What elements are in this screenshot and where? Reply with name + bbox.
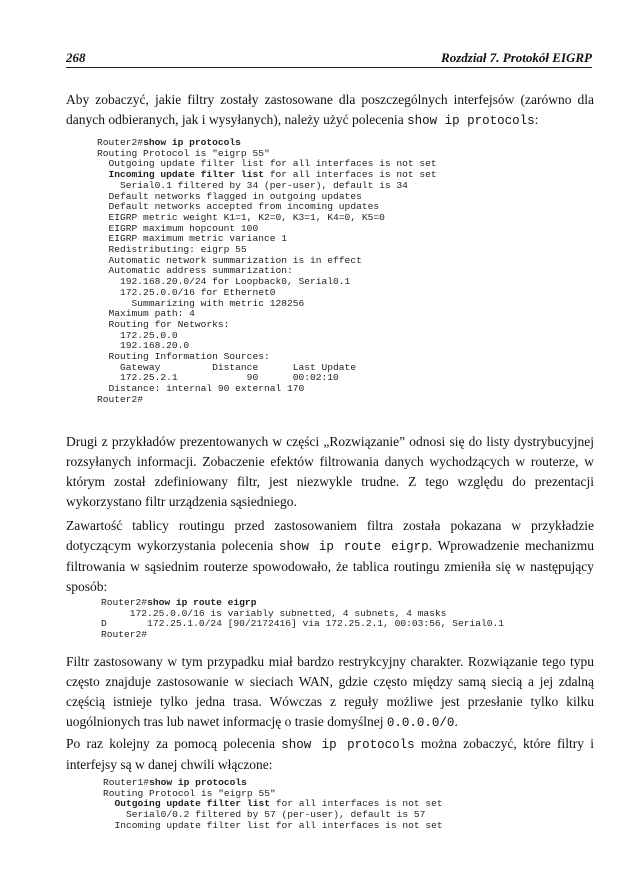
code-bold-text: show ip protocols (143, 137, 241, 148)
paragraph-text: można zobaczyć, które filtry i interfejsy są w danej chwili włączone: (66, 736, 594, 772)
code-text: Serial0.1 filtered by 34 (per-user), default is 34 (97, 179, 408, 191)
code-text: Maximum path: 4 (97, 308, 195, 320)
inline-command: show ip protocols (407, 114, 535, 128)
code-text: Router2# (101, 597, 148, 608)
code-text: D 172.25.1.0/24 [90/2172416] via 172.25.2.1, 00:03:56, Serial0.1 (101, 618, 505, 630)
code-text: Routing for Networks: (97, 318, 230, 330)
code-text (97, 169, 109, 180)
code-bold-text: show ip route eigrp (147, 597, 257, 608)
code-line (97, 384, 437, 395)
inline-command: show ip protocols (281, 738, 415, 752)
paragraph-distribute-list: Drugi z przykładów prezentowanych w części „Rozwiązanie” odnosi się do listy dystrybucyjnej rozsyłanych informacji. Zobaczenie efektów filtrowania danych wychodzących w routerze, w którym został zdefiniowany filtr, jest niezwykle trudne. Z tego względu do prezentacji wykorzystano filtr urządzenia sąsiedniego. (66, 434, 594, 509)
chapter-title: Rozdział 7. Protokół EIGRP (441, 50, 592, 65)
code-text: EIGRP maximum hopcount 100 (97, 222, 259, 234)
code-bold-text: show ip protocols (149, 777, 247, 788)
code-text: Routing Protocol is "eigrp 55" (103, 787, 276, 799)
code-text: Router2# (101, 629, 148, 641)
code-listing-router1-protocols (103, 778, 443, 832)
code-line (101, 619, 504, 630)
paragraph-text: Aby zobaczyć, jakie filtry zostały zastosowane dla poszczególnych interfejsów (zarówno dla danych odbieranych, jak i wysyłanych), należy użyć polecenia (66, 92, 594, 127)
code-text: Summarizing with metric 128256 (97, 297, 305, 309)
code-bold-text: Incoming update filter list (108, 169, 264, 181)
code-text: Distance: internal 90 external 170 (97, 383, 305, 395)
code-listing-router2-protocols (97, 138, 437, 406)
paragraph-routing-table-before (66, 516, 594, 597)
paragraph-show-ip-protocols-again (66, 734, 594, 775)
paragraph-text: . (454, 714, 458, 729)
code-text: Gateway Distance Last Update (97, 361, 357, 373)
code-text: Incoming update filter list for all interfaces is not set (103, 819, 443, 831)
code-text: Default networks accepted from incoming updates (97, 201, 380, 213)
paragraph-text: Po raz kolejny za pomocą polecenia (66, 736, 282, 751)
code-text: Serial0/0.2 filtered by 57 (per-user), default is 57 (103, 809, 426, 821)
code-text: Outgoing update filter list for all interfaces is not set (97, 158, 437, 170)
code-text: Router2# (97, 137, 144, 148)
code-bold-text: Outgoing update filter list (114, 798, 270, 810)
paragraph-text: Zawartość tablicy routingu przed zastosowaniem filtra została pokazana w przykładzie dotyczącym wykorzystania polecenia (66, 518, 594, 553)
code-text: 172.25.0.0/16 for Ethernet0 (97, 286, 276, 298)
paragraph-text: : (534, 112, 539, 127)
code-text: 172.25.0.0/16 is variably subnetted, 4 subnets, 4 masks (101, 607, 447, 619)
code-text: EIGRP metric weight K1=1, K2=0, K3=1, K4=0, K5=0 (97, 211, 385, 223)
inline-command: show ip route eigrp (278, 540, 429, 554)
page-number: 268 (66, 50, 86, 65)
code-text: Redistributing: eigrp 55 (97, 244, 247, 256)
code-text (103, 798, 115, 809)
code-text: EIGRP maximum metric variance 1 (97, 233, 287, 245)
code-line (97, 395, 437, 406)
code-text: Router1# (103, 777, 150, 788)
code-text: Routing Information Sources: (97, 351, 270, 363)
code-text: Automatic network summarization is in effect (97, 254, 362, 266)
code-text: Routing Protocol is "eigrp 55" (97, 147, 270, 159)
paragraph-text: Filtr zastosowany w tym przypadku miał bardzo restrykcyjny charakter. Rozwiązanie tego typu często znajduje zastosowanie w sieciach WAN, gdzie często między samą siecią a jej zdalną częścią istnieje tylko jedna trasa. Wówczas z reguły możliwe jest przesłanie tylko kilku uogólnionych tras lub nawet informację o trasie domyślnej (66, 654, 594, 729)
paragraph-restrictive-filter (66, 652, 594, 733)
code-line (101, 630, 504, 641)
code-text: Automatic address summarization: (97, 265, 293, 277)
page-header (66, 50, 592, 68)
paragraph-show-ip-protocols-intro (66, 90, 594, 131)
code-line (103, 821, 443, 832)
paragraph-text: . Wprowadzenie mechanizmu filtrowania w sąsiednim routerze spowodowało, że tablica routingu zmieniła się w następujący sposób: (66, 538, 595, 594)
code-text: for all interfaces is not set (263, 169, 437, 181)
code-listing-router2-route-eigrp (101, 598, 504, 641)
code-text: for all interfaces is not set (269, 798, 443, 810)
inline-command: 0.0.0.0/0 (386, 716, 455, 730)
header-rule (66, 67, 592, 68)
code-text: 172.25.0.0 (97, 329, 178, 341)
code-text: Router2# (97, 393, 144, 405)
code-text: 192.168.20.0/24 for Loopback0, Serial0.1 (97, 276, 351, 288)
code-text: Default networks flagged in outgoing updates (97, 190, 362, 202)
code-text: 192.168.20.0 (97, 340, 190, 352)
code-text: 172.25.2.1 90 00:02:10 (97, 372, 339, 384)
